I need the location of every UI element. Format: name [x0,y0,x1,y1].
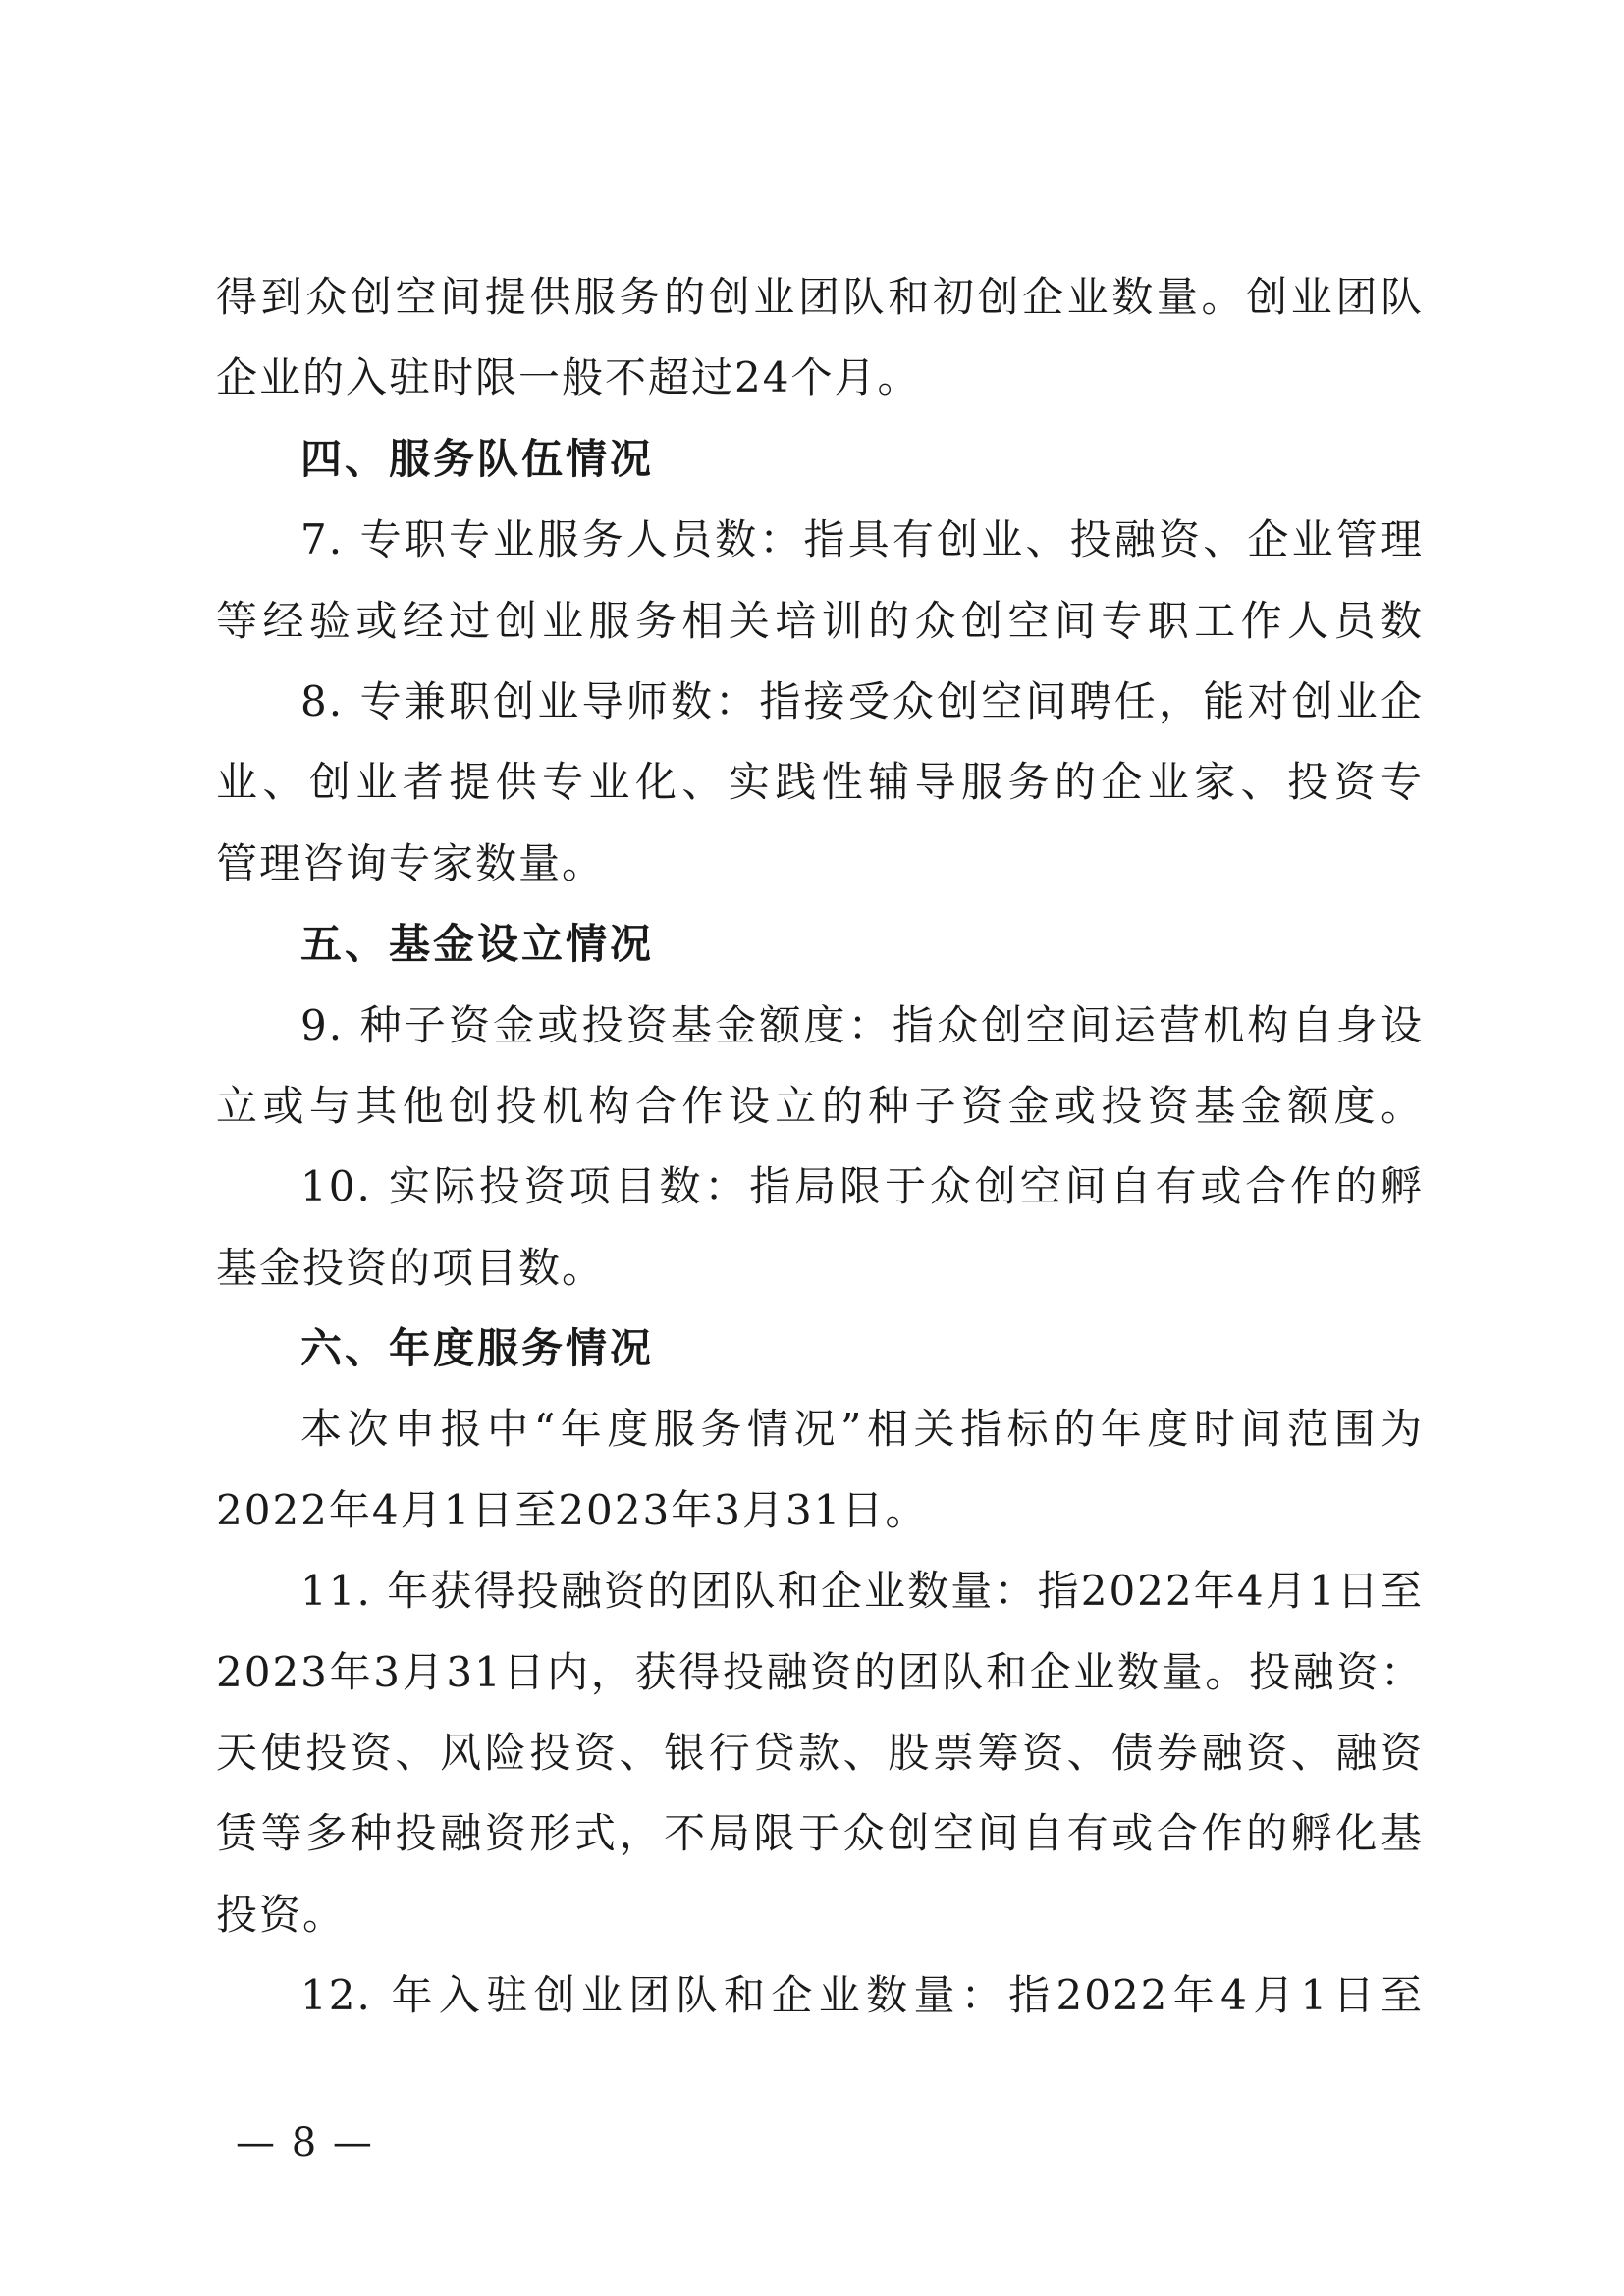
section-heading: 五、基金设立情况 [300,920,655,969]
page-number: — 8 — [236,2120,374,2165]
text-line: 管理咨询专家数量。 [216,838,606,887]
section-heading: 六、年度服务情况 [300,1324,655,1373]
text-line: 企业的入驻时限一般不超过24个月。 [216,353,921,402]
text-line: 本次申报中“年度服务情况”相关指标的年度时间范围为 [300,1405,1424,1454]
text-line: 10. 实际投资项目数：指局限于众创空间自有或合作的孵 [300,1162,1424,1211]
section-heading: 四、服务队伍情况 [300,434,655,483]
text-line: 7. 专职专业服务人员数：指具有创业、投融资、企业管理 [300,515,1424,564]
text-line: 业、创业者提供专业化、实践性辅导服务的企业家、投资专 [216,758,1424,807]
text-line: 9. 种子资金或投资基金额度：指众创空间运营机构自身设 [300,1000,1424,1049]
text-line: 得到众创空间提供服务的创业团队和初创企业数量。创业团队 [216,273,1424,321]
text-line: 投资。 [216,1890,347,1939]
text-line: 基金投资的项目数。 [216,1243,606,1292]
text-line: 立或与其他创投机构合作设立的种子资金或投资基金额度。 [216,1081,1424,1130]
text-line: 赁等多种投融资形式，不局限于众创空间自有或合作的孵化基 [216,1809,1424,1858]
document-body [216,257,1424,2037]
text-line: 8. 专兼职创业导师数：指接受众创空间聘任，能对创业企 [300,676,1424,725]
text-line: 2022年4月1日至2023年3月31日。 [216,1485,929,1534]
text-line: 等经验或经过创业服务相关培训的众创空间专职工作人员数 [216,596,1424,645]
text-line: 2023年3月31日内，获得投融资的团队和企业数量。投融资： [216,1647,1424,1696]
text-line: 天使投资、风险投资、银行贷款、股票筹资、债券融资、融资 [216,1729,1424,1778]
text-line: 11. 年获得投融资的团队和企业数量：指2022年4月1日至 [300,1567,1424,1616]
text-line: 12. 年入驻创业团队和企业数量：指2022年4月1日至 [300,1971,1424,2020]
